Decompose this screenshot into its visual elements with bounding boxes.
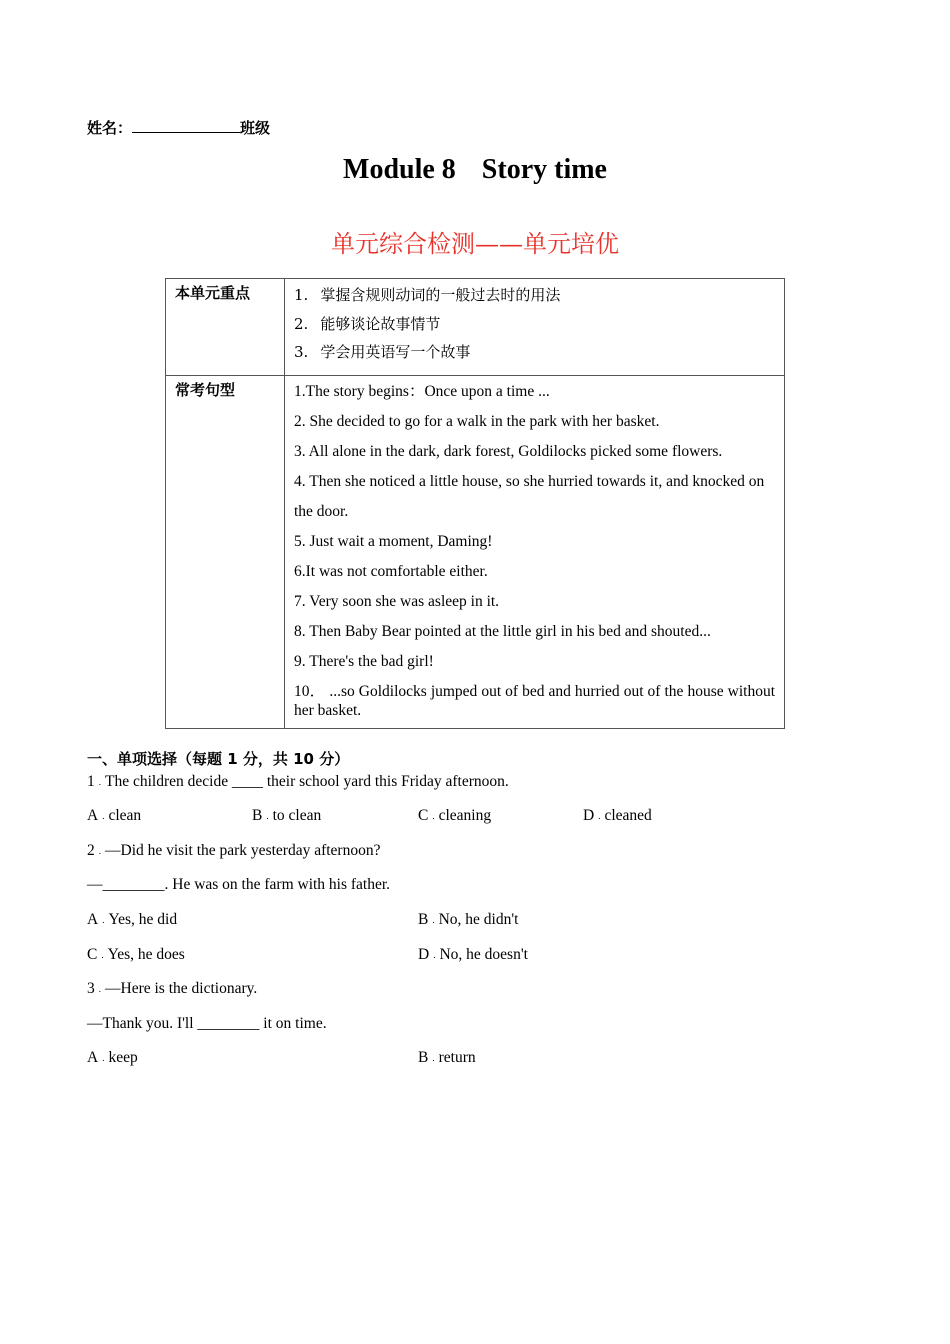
sentence-item: 5. Just wait a moment, Daming! [294,532,493,550]
student-info-line [87,117,270,138]
option-a[interactable]: A . Yes, he did [87,911,178,928]
question-stem: —Did he visit the park yesterday afternoon? [105,842,381,859]
module-name: Story time [481,154,607,185]
sentence-item: 1.The story begins：Once upon a time ... [294,382,550,400]
option-a[interactable]: A . clean [87,807,142,824]
sentence-item: 2. She decided to go for a walk in the park with her basket. [294,412,660,430]
key-point-item: 3. 学会用英语写一个故事 [294,343,471,361]
key-point-item: 1. 掌握含规则动词的一般过去时的用法 [294,286,561,304]
sentences-cell [285,375,785,728]
option-c[interactable]: C . cleaning [418,807,492,824]
page-title [0,154,950,186]
question-3: 3 . —Here is the dictionary. [87,980,258,997]
option-b[interactable]: B . to clean [252,807,322,824]
option-a[interactable]: A . keep [87,1049,138,1066]
option-b[interactable]: B . return [418,1049,476,1066]
module-number: Module 8 [343,154,456,185]
class-label: 班级 [240,119,271,137]
unit-summary-table [165,278,785,729]
sentence-item: 4. Then she noticed a little house, so she hurried towards it, and knocked on the door. [294,472,765,520]
sentence-item: 3. All alone in the dark, dark forest, Goldilocks picked some flowers. [294,442,723,460]
key-point-item: 2. 能够谈论故事情节 [294,314,441,333]
question-stem: The children decide ____ their school yard this Friday afternoon. [105,773,509,790]
sentence-item: 7. Very soon she was asleep in it. [294,592,500,610]
section-header-multiple-choice: 一、单项选择（每题 1 分，共 10 分） [87,750,350,768]
sentences-row [166,375,785,728]
question-stem: —Here is the dictionary. [105,980,258,997]
question-number: 2 [87,842,95,859]
option-c[interactable]: C . Yes, he does [87,946,185,963]
sentence-item: 6.It was not comfortable either. [294,562,488,580]
option-b[interactable]: B . No, he didn't [418,911,519,928]
sentence-item: 10． ...so Goldilocks jumped out of bed and hurried out of the house without her basket. [294,682,775,719]
sentence-item: 9. There's the bad girl! [294,652,434,670]
key-points-label: 本单元重点 [166,279,285,376]
name-label: 姓名： [87,119,133,137]
question-number: 1 [87,773,95,790]
option-d[interactable]: D . No, he doesn't [418,946,528,963]
option-d[interactable]: D . cleaned [583,807,652,824]
key-points-cell [285,279,785,376]
key-points-row [166,279,785,376]
question-1: 1 . The children decide ____ their school yard this Friday afternoon. [87,773,509,790]
page-subtitle: 单元综合检测——单元培优 [331,230,619,258]
sentences-label: 常考句型 [166,375,285,728]
question-2-response: —________. He was on the farm with his father. [87,876,391,893]
question-2: 2 . —Did he visit the park yesterday afternoon? [87,842,381,859]
question-number: 3 [87,980,95,997]
sentence-item: 8. Then Baby Bear pointed at the little girl in his bed and shouted... [294,622,711,640]
question-3-response: —Thank you. I'll ________ it on time. [87,1015,327,1032]
name-blank[interactable] [132,120,240,133]
